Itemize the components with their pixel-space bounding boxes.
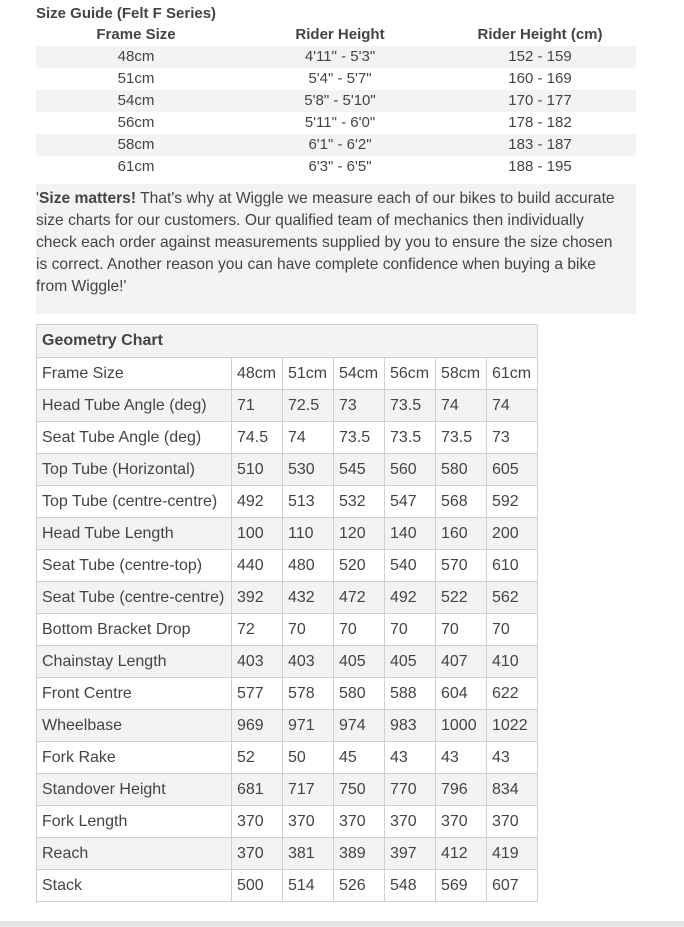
size-guide-cell: 5'4" - 5'7" (236, 68, 444, 90)
size-guide-table (36, 24, 636, 178)
size-header-frame-size: Frame Size (96, 26, 176, 43)
geometry-cell: 56cm (385, 358, 436, 390)
geometry-cell: 43 (436, 742, 487, 774)
geometry-cell: 1000 (436, 710, 487, 742)
geometry-row-label: Fork Length (37, 806, 232, 838)
size-guide-row (36, 68, 636, 90)
size-guide-cell: 48cm (36, 46, 236, 68)
geometry-cell: 74 (283, 422, 334, 454)
geometry-cell: 370 (283, 806, 334, 838)
geometry-cell: 622 (487, 678, 538, 710)
geometry-chart-title: Geometry Chart (37, 325, 538, 358)
geometry-cell: 73.5 (334, 422, 385, 454)
geometry-cell: 604 (436, 678, 487, 710)
geometry-cell: 48cm (232, 358, 283, 390)
geometry-cell: 472 (334, 582, 385, 614)
geometry-cell: 514 (283, 870, 334, 902)
geometry-row (37, 710, 538, 742)
geometry-cell: 971 (283, 710, 334, 742)
geometry-cell: 588 (385, 678, 436, 710)
geometry-cell: 522 (436, 582, 487, 614)
geometry-title-row (37, 325, 538, 358)
size-guide-cell: 61cm (36, 156, 236, 178)
geometry-cell: 407 (436, 646, 487, 678)
geometry-cell: 419 (487, 838, 538, 870)
geometry-row (37, 806, 538, 838)
geometry-cell: 73.5 (385, 422, 436, 454)
geometry-row (37, 774, 538, 806)
size-guide-cell: 6'1" - 6'2" (236, 134, 444, 156)
geometry-cell: 560 (385, 454, 436, 486)
geometry-cell: 403 (283, 646, 334, 678)
size-guide-cell: 51cm (36, 68, 236, 90)
geometry-cell: 605 (487, 454, 538, 486)
geometry-cell: 570 (436, 550, 487, 582)
geometry-cell: 61cm (487, 358, 538, 390)
size-guide-cell: 5'8" - 5'10" (236, 90, 444, 112)
geometry-cell: 50 (283, 742, 334, 774)
bottom-strip (0, 921, 684, 927)
geometry-cell: 52 (232, 742, 283, 774)
geometry-cell: 110 (283, 518, 334, 550)
geometry-row-label: Reach (37, 838, 232, 870)
size-guide-cell: 170 - 177 (444, 90, 636, 112)
geometry-cell: 140 (385, 518, 436, 550)
size-guide-row (36, 112, 636, 134)
size-guide-row (36, 134, 636, 156)
geometry-cell: 370 (232, 806, 283, 838)
geometry-row-label: Head Tube Angle (deg) (37, 390, 232, 422)
geometry-cell: 405 (385, 646, 436, 678)
geometry-cell: 440 (232, 550, 283, 582)
geometry-cell: 750 (334, 774, 385, 806)
geometry-cell: 370 (487, 806, 538, 838)
geometry-cell: 500 (232, 870, 283, 902)
geometry-cell: 73.5 (385, 390, 436, 422)
size-guide-row (36, 156, 636, 178)
geometry-cell: 974 (334, 710, 385, 742)
geometry-row (37, 550, 538, 582)
geometry-cell: 43 (385, 742, 436, 774)
geometry-row-label: Fork Rake (37, 742, 232, 774)
geometry-cell: 389 (334, 838, 385, 870)
geometry-cell: 405 (334, 646, 385, 678)
geometry-row (37, 422, 538, 454)
geometry-row (37, 678, 538, 710)
geometry-cell: 370 (436, 806, 487, 838)
size-guide-title: Size Guide (Felt F Series) (36, 5, 217, 22)
geometry-row-label: Bottom Bracket Drop (37, 614, 232, 646)
size-header-rider-height: Rider Height (295, 26, 385, 43)
size-guide-cell: 183 - 187 (444, 134, 636, 156)
geometry-cell: 43 (487, 742, 538, 774)
geometry-cell: 577 (232, 678, 283, 710)
geometry-cell: 73 (334, 390, 385, 422)
geometry-cell: 403 (232, 646, 283, 678)
geometry-cell: 547 (385, 486, 436, 518)
geometry-row (37, 486, 538, 518)
geometry-cell: 74 (436, 390, 487, 422)
geometry-cell: 397 (385, 838, 436, 870)
size-guide-row (36, 90, 636, 112)
geometry-cell: 520 (334, 550, 385, 582)
geometry-row-label: Top Tube (centre-centre) (37, 486, 232, 518)
geometry-cell: 1022 (487, 710, 538, 742)
geometry-cell: 548 (385, 870, 436, 902)
geometry-cell: 580 (334, 678, 385, 710)
geometry-row (37, 454, 538, 486)
geometry-cell: 70 (487, 614, 538, 646)
geometry-row (37, 582, 538, 614)
geometry-row (37, 646, 538, 678)
size-matters-note (36, 184, 636, 314)
geometry-row (37, 518, 538, 550)
geometry-row-label: Wheelbase (37, 710, 232, 742)
geometry-cell: 45 (334, 742, 385, 774)
geometry-row-label: Frame Size (37, 358, 232, 390)
geometry-cell: 610 (487, 550, 538, 582)
geometry-cell: 370 (232, 838, 283, 870)
geometry-row (37, 614, 538, 646)
geometry-row-label: Standover Height (37, 774, 232, 806)
size-guide-cell: 58cm (36, 134, 236, 156)
geometry-cell: 513 (283, 486, 334, 518)
geometry-cell: 70 (283, 614, 334, 646)
geometry-cell: 370 (334, 806, 385, 838)
size-guide-header-row (36, 24, 636, 46)
size-guide-cell: 188 - 195 (444, 156, 636, 178)
size-guide-cell: 5'11" - 6'0" (236, 112, 444, 134)
geometry-cell: 983 (385, 710, 436, 742)
geometry-row (37, 838, 538, 870)
geometry-cell: 969 (232, 710, 283, 742)
geometry-cell: 54cm (334, 358, 385, 390)
geometry-cell: 834 (487, 774, 538, 806)
geometry-cell: 70 (385, 614, 436, 646)
size-header-rider-height-cm: Rider Height (cm) (477, 26, 603, 43)
note-bold: Size matters! (38, 190, 137, 207)
geometry-cell: 770 (385, 774, 436, 806)
geometry-chart-table (36, 324, 538, 902)
size-guide-cell: 152 - 159 (444, 46, 636, 68)
geometry-cell: 72 (232, 614, 283, 646)
note-text: That's why at Wiggle we measure each of our bikes to build accurate size charts for our customers. Our qualified team of mechanics then individually check each order against measurements supplied by you to ensure the size chosen is correct. Another reason you can have complete confidence when buying a bike from Wiggle!' (36, 190, 615, 295)
size-guide-cell: 4'11" - 5'3" (236, 46, 444, 68)
geometry-cell: 492 (385, 582, 436, 614)
size-guide-cell: 6'3" - 6'5" (236, 156, 444, 178)
geometry-cell: 607 (487, 870, 538, 902)
geometry-cell: 510 (232, 454, 283, 486)
geometry-cell: 592 (487, 486, 538, 518)
geometry-row (37, 390, 538, 422)
geometry-cell: 432 (283, 582, 334, 614)
geometry-body (37, 358, 538, 902)
size-guide-cell: 54cm (36, 90, 236, 112)
size-guide-cell: 178 - 182 (444, 112, 636, 134)
geometry-cell: 70 (334, 614, 385, 646)
geometry-row (37, 742, 538, 774)
geometry-cell: 73 (487, 422, 538, 454)
geometry-cell: 74.5 (232, 422, 283, 454)
geometry-cell: 580 (436, 454, 487, 486)
geometry-row-label: Head Tube Length (37, 518, 232, 550)
geometry-row-label: Seat Tube (centre-centre) (37, 582, 232, 614)
geometry-cell: 578 (283, 678, 334, 710)
geometry-row-label: Top Tube (Horizontal) (37, 454, 232, 486)
geometry-cell: 562 (487, 582, 538, 614)
geometry-cell: 120 (334, 518, 385, 550)
geometry-cell: 71 (232, 390, 283, 422)
geometry-cell: 100 (232, 518, 283, 550)
size-guide-cell: 160 - 169 (444, 68, 636, 90)
geometry-cell: 72.5 (283, 390, 334, 422)
geometry-cell: 160 (436, 518, 487, 550)
geometry-row-label: Seat Tube (centre-top) (37, 550, 232, 582)
geometry-cell: 381 (283, 838, 334, 870)
geometry-cell: 545 (334, 454, 385, 486)
geometry-cell: 480 (283, 550, 334, 582)
geometry-cell: 492 (232, 486, 283, 518)
geometry-cell: 392 (232, 582, 283, 614)
geometry-row-label: Front Centre (37, 678, 232, 710)
geometry-cell: 51cm (283, 358, 334, 390)
geometry-row (37, 870, 538, 902)
geometry-cell: 73.5 (436, 422, 487, 454)
geometry-row-label: Chainstay Length (37, 646, 232, 678)
geometry-cell: 717 (283, 774, 334, 806)
size-guide-body (36, 46, 636, 178)
geometry-cell: 569 (436, 870, 487, 902)
geometry-cell: 568 (436, 486, 487, 518)
geometry-cell: 410 (487, 646, 538, 678)
geometry-row-label: Seat Tube Angle (deg) (37, 422, 232, 454)
size-guide-cell: 56cm (36, 112, 236, 134)
size-guide-row (36, 46, 636, 68)
geometry-cell: 530 (283, 454, 334, 486)
geometry-cell: 540 (385, 550, 436, 582)
geometry-cell: 370 (385, 806, 436, 838)
geometry-cell: 70 (436, 614, 487, 646)
geometry-cell: 74 (487, 390, 538, 422)
geometry-row (37, 358, 538, 390)
geometry-cell: 796 (436, 774, 487, 806)
geometry-cell: 412 (436, 838, 487, 870)
geometry-cell: 532 (334, 486, 385, 518)
geometry-cell: 58cm (436, 358, 487, 390)
geometry-cell: 526 (334, 870, 385, 902)
note-open-quote: ' (36, 190, 39, 207)
geometry-cell: 681 (232, 774, 283, 806)
geometry-row-label: Stack (37, 870, 232, 902)
geometry-cell: 200 (487, 518, 538, 550)
